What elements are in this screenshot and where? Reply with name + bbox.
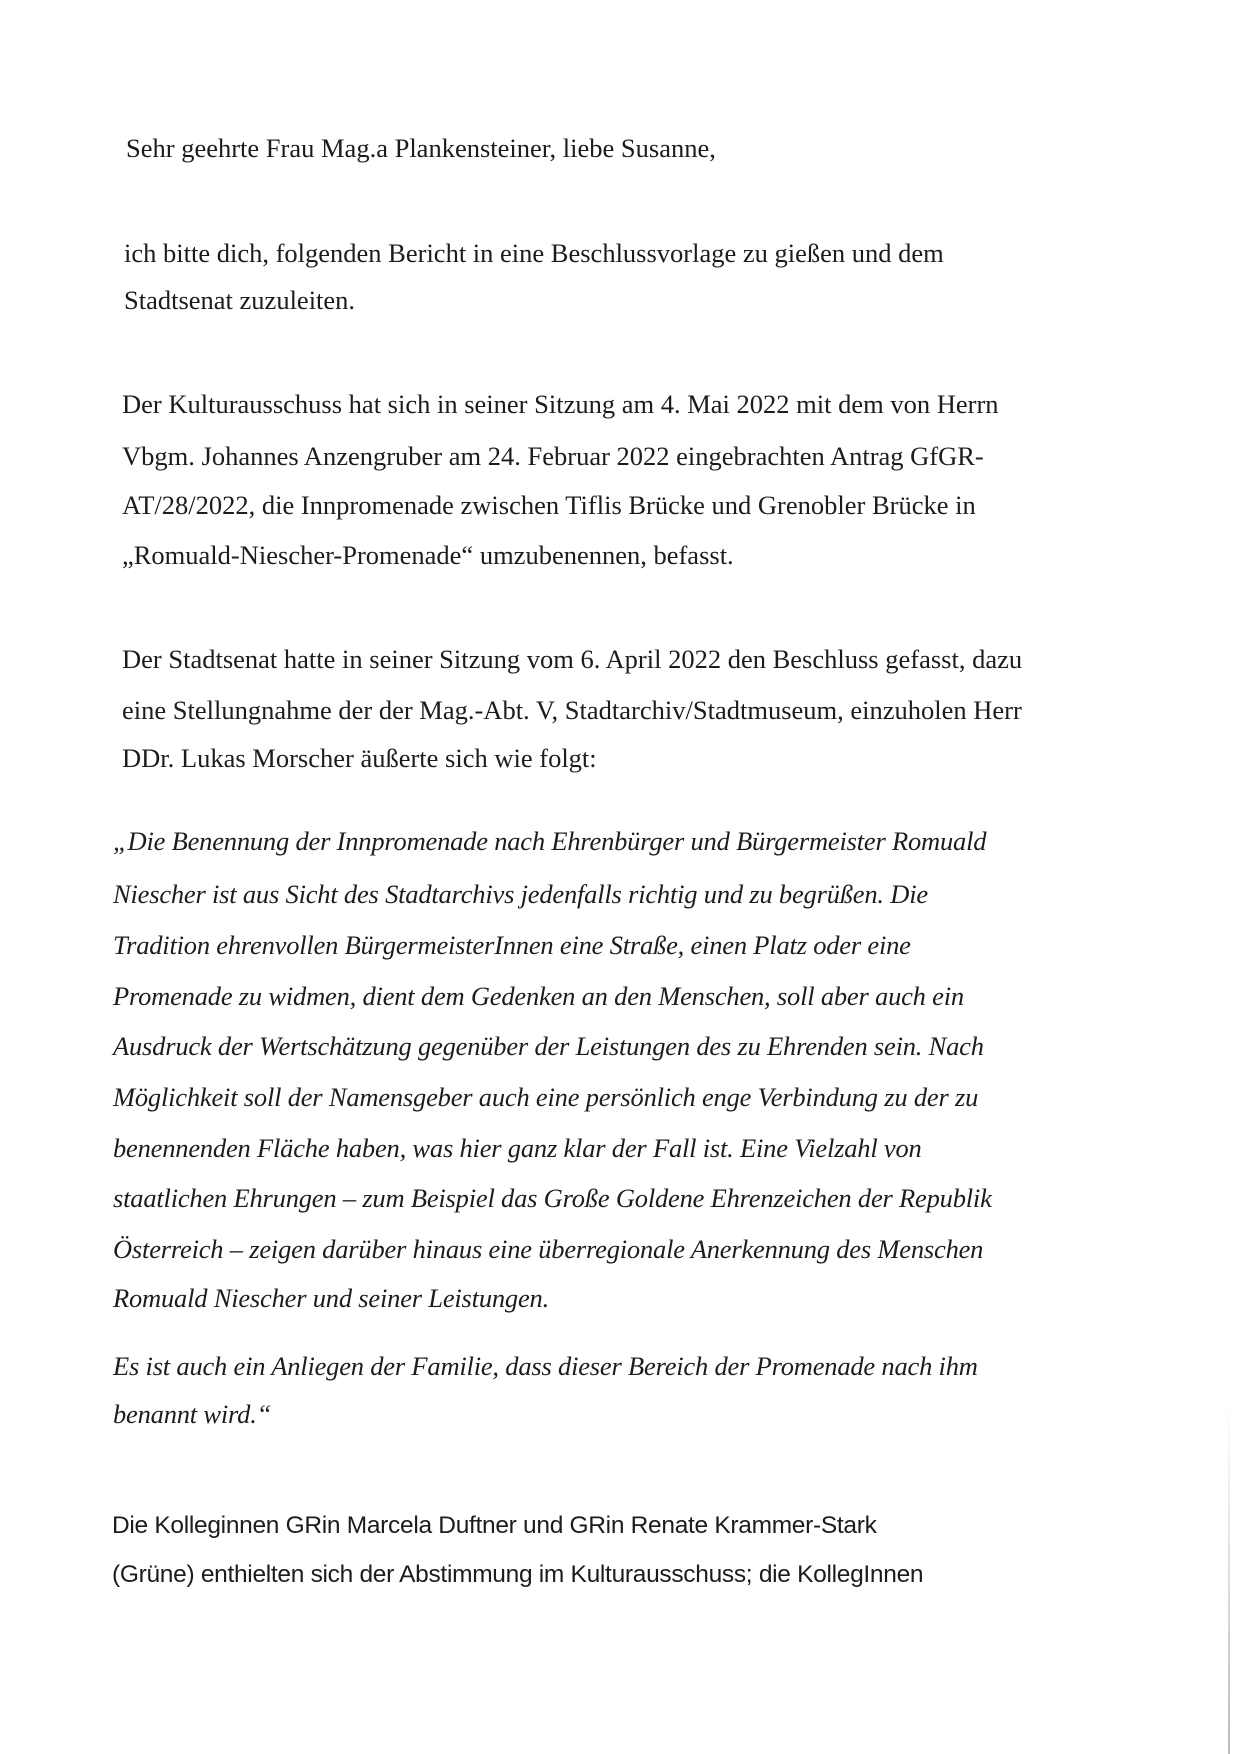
paragraph-line: (Grüne) enthielten sich der Abstimmung im Kulturausschuss; die KollegInnen [112, 1561, 924, 1588]
quote-line: benennenden Fläche haben, was hier ganz klar der Fall ist. Eine Vielzahl von [113, 1133, 922, 1163]
paragraph-line: Der Stadtsenat hatte in seiner Sitzung vom 6. April 2022 den Beschluss gefasst, dazu [122, 644, 1023, 674]
quote-line: Möglichkeit soll der Namensgeber auch eine persönlich enge Verbindung zu der zu [113, 1082, 979, 1112]
scan-edge-shadow [1228, 1400, 1230, 1754]
paragraph-line: Vbgm. Johannes Anzengruber am 24. Februar 2022 eingebrachten Antrag GfGR- [122, 441, 984, 471]
quote-line: Ausdruck der Wertschätzung gegenüber der Leistungen des zu Ehrenden sein. Nach [113, 1031, 984, 1061]
quote-line: Romuald Niescher und seiner Leistungen. [113, 1283, 550, 1313]
salutation: Sehr geehrte Frau Mag.a Plankensteiner, liebe Susanne, [126, 133, 716, 163]
paragraph-line: eine Stellungnahme der der Mag.-Abt. V, Stadtarchiv/Stadtmuseum, einzuholen Herr [122, 695, 1022, 725]
paragraph-line: AT/28/2022, die Innpromenade zwischen Tiflis Brücke und Grenobler Brücke in [122, 490, 976, 520]
paragraph-line: DDr. Lukas Morscher äußerte sich wie folgt: [122, 743, 597, 773]
quote-line: Niescher ist aus Sicht des Stadtarchivs jedenfalls richtig und zu begrüßen. Die [113, 879, 928, 909]
paragraph-line: Stadtsenat zuzuleiten. [124, 285, 356, 315]
paragraph-line: ich bitte dich, folgenden Bericht in eine Beschlussvorlage zu gießen und dem [124, 238, 944, 268]
quote-line: staatlichen Ehrungen – zum Beispiel das Große Goldene Ehrenzeichen der Republik [113, 1183, 992, 1213]
paragraph-line: „Romuald-Niescher-Promenade“ umzubenennen, befasst. [122, 540, 734, 570]
quote-line: „Die Benennung der Innpromenade nach Ehrenbürger und Bürgermeister Romuald [113, 826, 987, 856]
quote-line: benannt wird.“ [113, 1399, 272, 1429]
quote-line: Es ist auch ein Anliegen der Familie, dass dieser Bereich der Promenade nach ihm [113, 1351, 978, 1381]
quote-line: Österreich – zeigen darüber hinaus eine überregionale Anerkennung des Menschen [113, 1234, 984, 1264]
quote-line: Tradition ehrenvollen BürgermeisterInnen eine Straße, einen Platz oder eine [113, 930, 911, 960]
paragraph-line: Die Kolleginnen GRin Marcela Duftner und GRin Renate Krammer-Stark [112, 1512, 877, 1539]
quote-line: Promenade zu widmen, dient dem Gedenken an den Menschen, soll aber auch ein [113, 981, 964, 1011]
paragraph-line: Der Kulturausschuss hat sich in seiner Sitzung am 4. Mai 2022 mit dem von Herrn [122, 389, 999, 419]
